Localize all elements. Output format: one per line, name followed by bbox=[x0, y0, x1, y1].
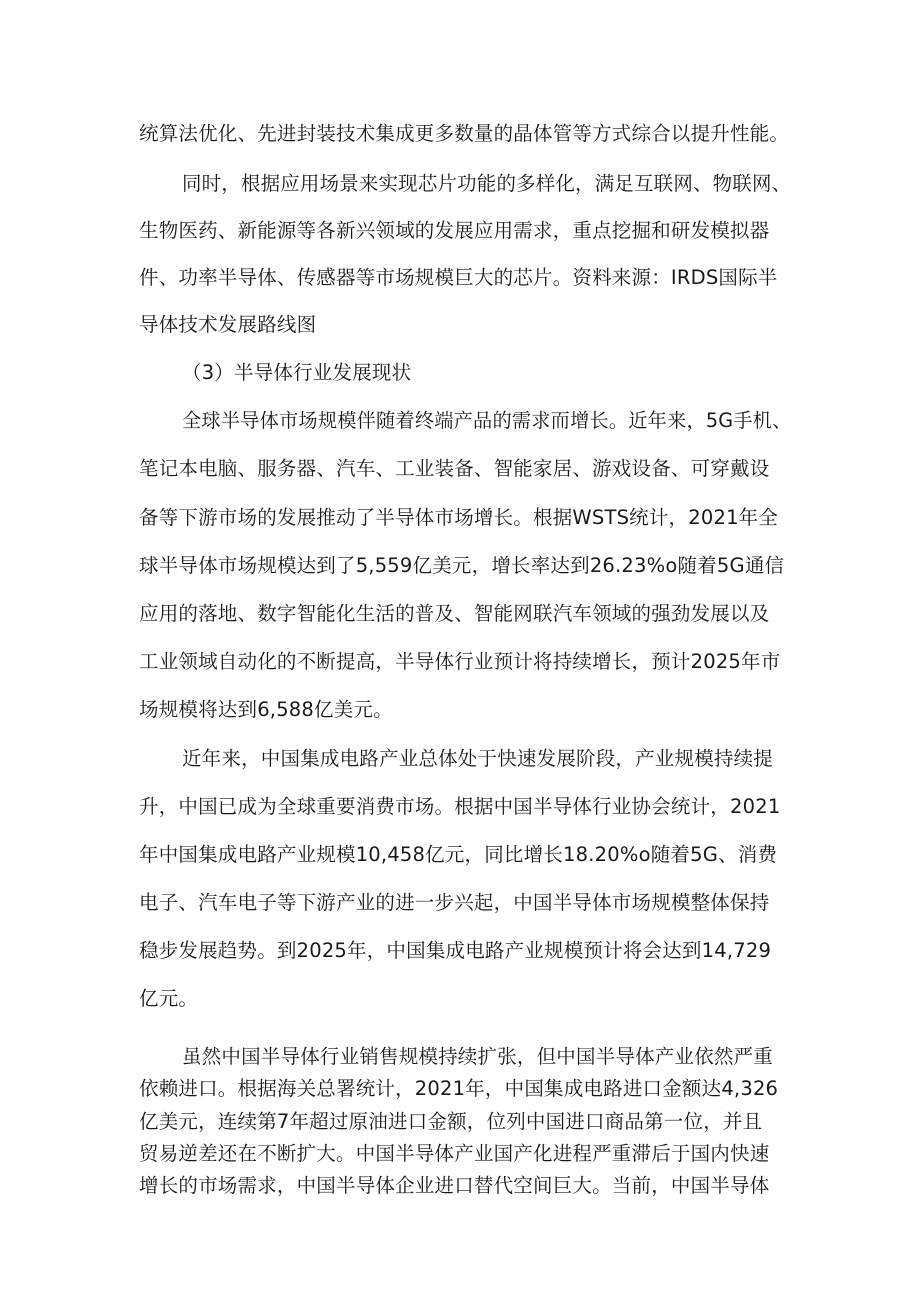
text-line: 全球半导体市场规模伴随着终端产品的需求而增长。近年来，5G手机、 bbox=[182, 409, 792, 432]
text-line: 稳步发展趋势。到2025年，中国集成电路产业规模预计将会达到14,729 bbox=[139, 939, 772, 962]
text-line: 亿美元，连续第7年超过原油进口金额，位列中国进口商品第一位，并且 bbox=[139, 1110, 763, 1133]
text-line: 工业领域自动化的不断提高，半导体行业预计将持续增长，预计2025年市 bbox=[139, 650, 781, 673]
text-line: 同时，根据应用场景来实现芯片功能的多样化，满足互联网、物联网、 bbox=[182, 172, 792, 195]
text-line: 球半导体市场规模达到了5,559亿美元，增长率达到26.23%o随着5G通信 bbox=[139, 554, 785, 577]
text-line: 亿元。 bbox=[139, 987, 199, 1010]
text-line: 升，中国已成为全球重要消费市场。根据中国半导体行业协会统计，2021 bbox=[139, 795, 781, 818]
text-line: 电子、汽车电子等下游产业的进一步兴起，中国半导体市场规模整体保持 bbox=[139, 891, 770, 914]
section-heading: （3）半导体行业发展现状 bbox=[182, 361, 412, 384]
text-line: 年中国集成电路产业规模10,458亿元，同比增长18.20%o随着5G、消费 bbox=[139, 843, 778, 866]
text-line: 件、功率半导体、传感器等市场规模巨大的芯片。资料来源：IRDS国际半 bbox=[139, 266, 778, 289]
text-line: 统算法优化、先进封装技术集成更多数量的晶体管等方式综合以提升性能。 bbox=[139, 122, 790, 145]
text-line: 虽然中国半导体行业销售规模持续扩张，但中国半导体产业依然严重 bbox=[182, 1045, 774, 1068]
text-line: 备等下游市场的发展推动了半导体市场增长。根据WSTS统计，2021年全 bbox=[139, 506, 779, 529]
text-line: 贸易逆差还在不断扩大。中国半导体产业国产化进程严重滞后于国内快速 bbox=[139, 1142, 770, 1165]
text-line: 近年来，中国集成电路产业总体处于快速发展阶段，产业规模持续提 bbox=[182, 747, 774, 770]
text-line: 应用的落地、数字智能化生活的普及、智能网联汽车领域的强劲发展以及 bbox=[139, 602, 770, 625]
text-line: 生物医药、新能源等各新兴领域的发展应用需求，重点挖掘和研发模拟器 bbox=[139, 219, 770, 242]
text-line: 笔记本电脑、服务器、汽车、工业装备、智能家居、游戏设备、可穿戴设 bbox=[139, 457, 770, 480]
text-line: 增长的市场需求，中国半导体企业进口替代空间巨大。当前，中国半导体 bbox=[139, 1174, 770, 1197]
text-line: 导体技术发展路线图 bbox=[139, 313, 317, 336]
text-line: 依赖进口。根据海关总署统计，2021年，中国集成电路进口金额达4,326 bbox=[139, 1077, 779, 1100]
text-line: 场规模将达到6,588亿美元。 bbox=[139, 698, 393, 721]
